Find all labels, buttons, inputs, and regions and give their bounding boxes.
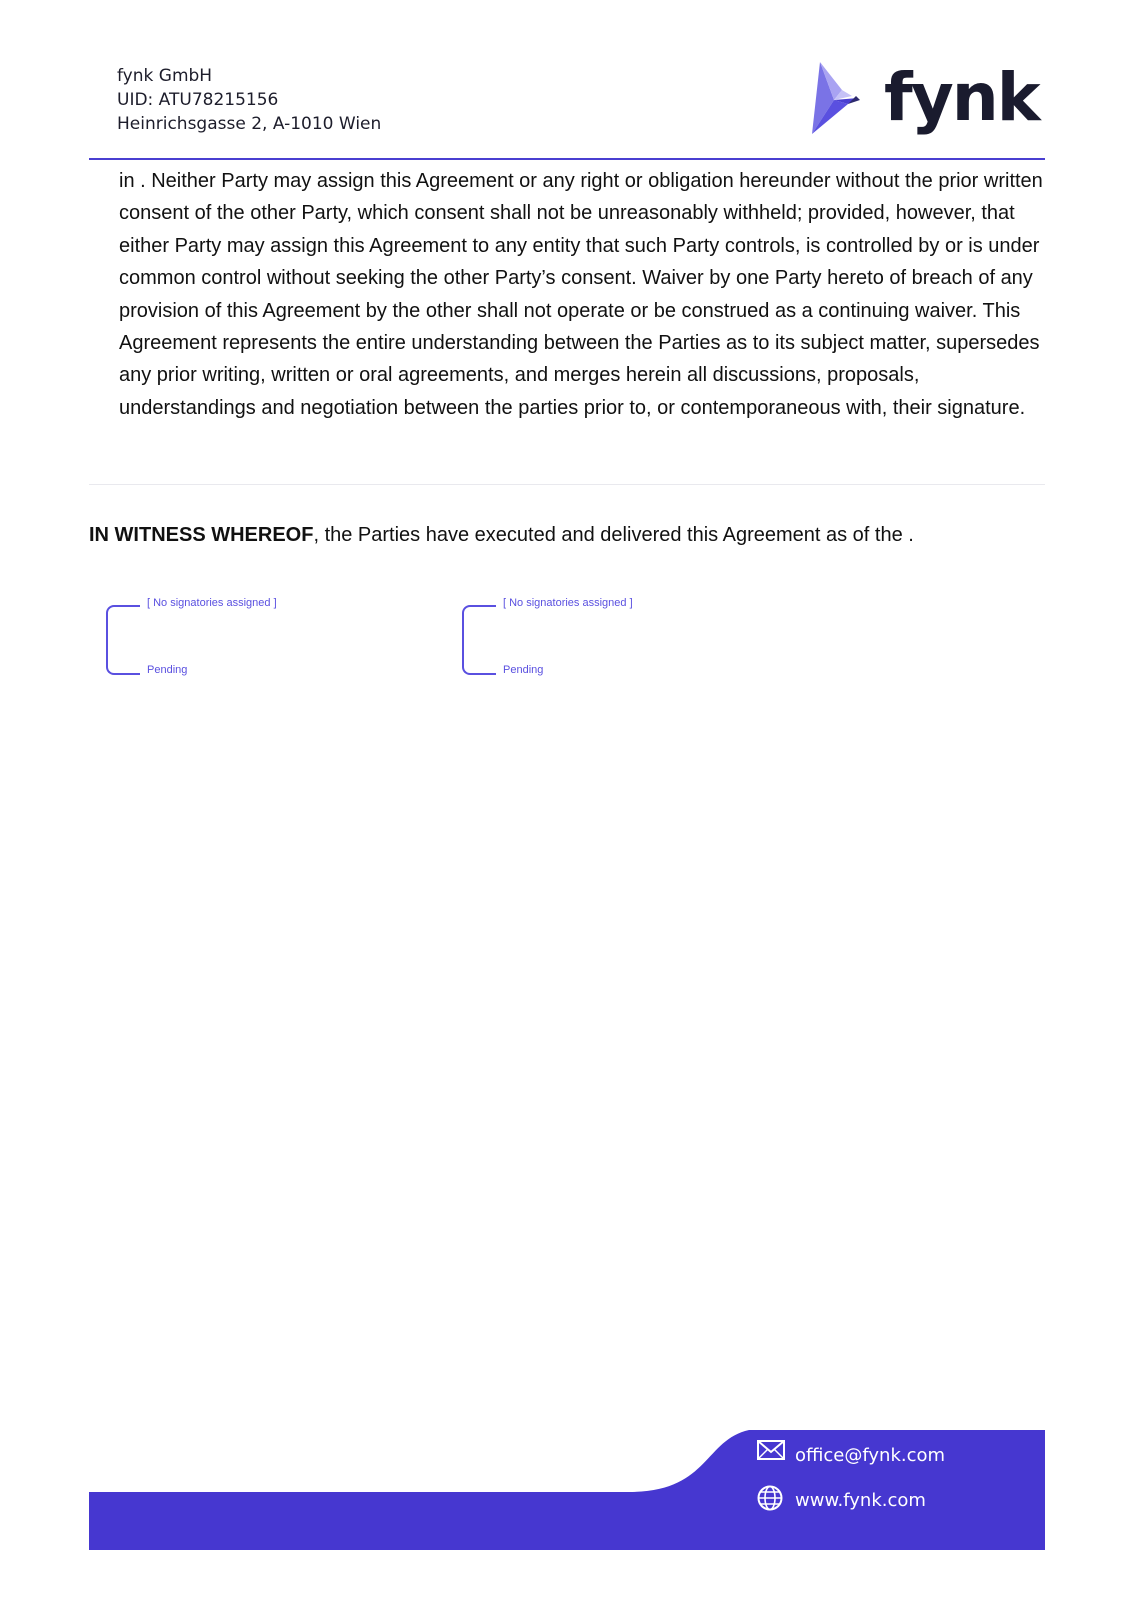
signatory-label: [ No signatories assigned ]: [147, 597, 277, 609]
bird-logo-icon: [808, 60, 878, 144]
footer-website-text: www.fynk.com: [795, 1489, 926, 1511]
signature-block-1[interactable]: [89, 597, 389, 687]
company-info: [117, 64, 381, 136]
witness-rest: , the Parties have executed and delivered this Agreement as of the .: [313, 524, 914, 546]
company-address: Heinrichsgasse 2, A-1010 Wien: [117, 114, 382, 134]
header-divider: [89, 158, 1045, 160]
signature-status: Pending: [147, 664, 188, 676]
agreement-paragraph: in . Neither Party may assign this Agreement or any right or obligation hereunder without the prior written consent of the other Party, which consent shall not be unreasonably withheld; provided, however, that either Party may assign this Agreement to any entity that such Party controls, is controlled by or is under common control without seeking the other Party’s consent. Waiver by one Party hereto of breach of any provision of this Agreement by the other shall not operate or be construed as a continuing waiver. This Agreement represents the entire understanding between the Parties as to its subject matter, supersedes any prior writing, written or oral agreements, and merges herein all discussions, proposals, understandings and negotiation between the parties prior to, or contemporaneous with, their signature.: [119, 170, 1043, 419]
globe-icon: [757, 1485, 787, 1515]
signatory-label: [ No signatories assigned ]: [503, 597, 633, 609]
footer-email[interactable]: [757, 1440, 945, 1470]
fynk-logo: [808, 59, 1039, 144]
logo-wordmark: fynk: [884, 59, 1039, 136]
signature-bracket: [462, 605, 496, 675]
signature-status: Pending: [503, 664, 544, 676]
footer-email-text: office@fynk.com: [795, 1444, 946, 1466]
company-name: fynk GmbH: [117, 66, 213, 86]
witness-bold: IN WITNESS WHEREOF: [89, 524, 314, 546]
footer-banner: [89, 1430, 1045, 1550]
section-divider: [89, 484, 1045, 485]
signature-block-2[interactable]: [445, 597, 745, 687]
envelope-icon: [757, 1440, 787, 1470]
witness-clause: [89, 520, 914, 550]
signature-bracket: [106, 605, 140, 675]
company-uid: UID: ATU78215156: [117, 90, 279, 110]
footer-website[interactable]: [757, 1485, 926, 1515]
